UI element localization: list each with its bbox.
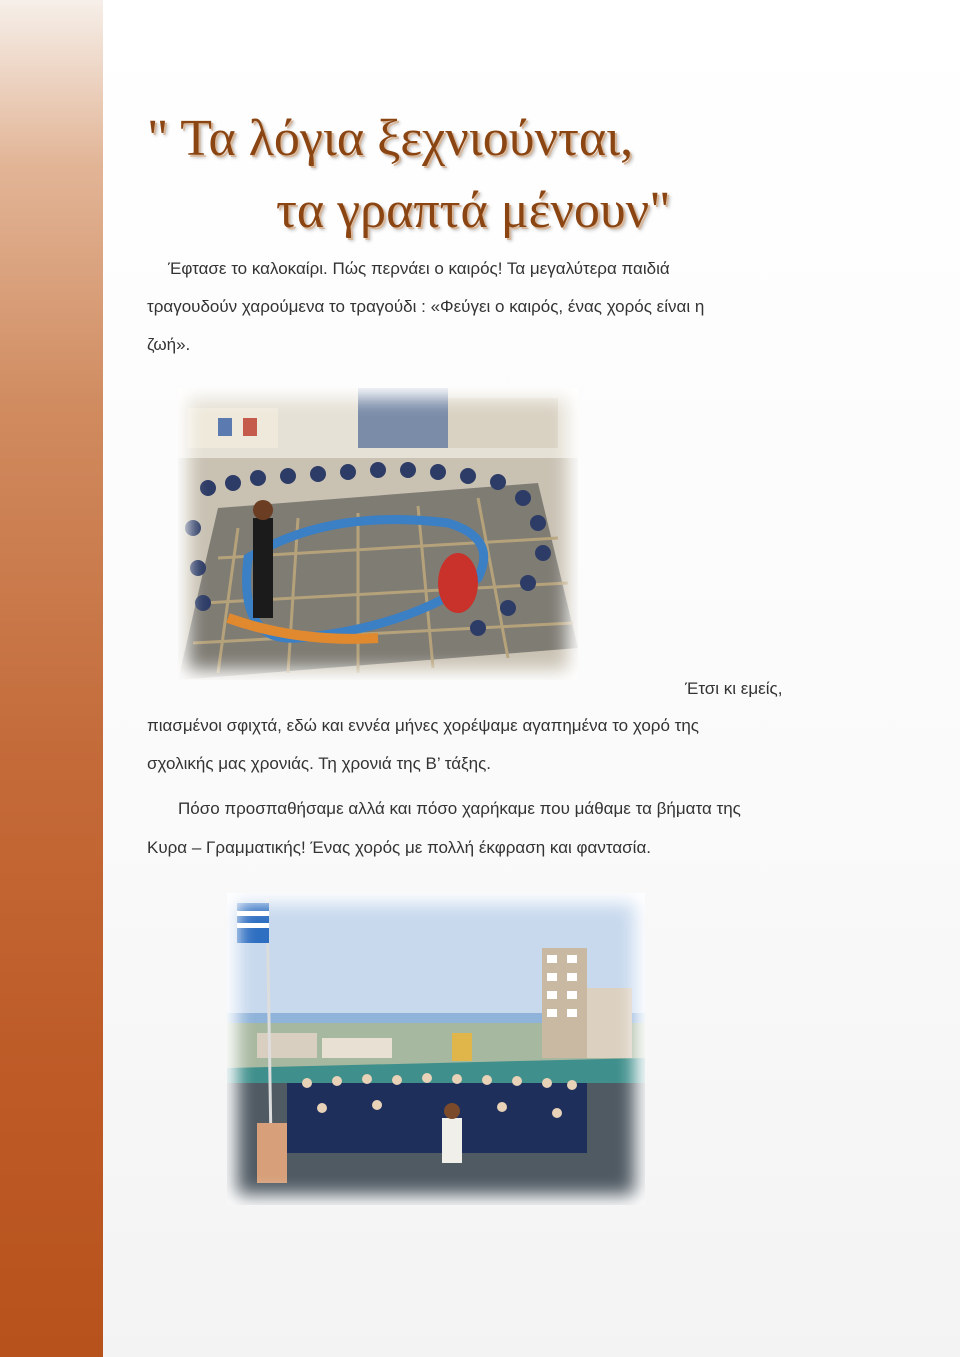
indoor-dance-photo-illustration: [178, 388, 578, 680]
paragraph-line: Πόσο προσπαθήσαμε αλλά και πόσο χαρήκαμε που μάθαμε τα βήματα της: [178, 799, 741, 818]
schoolyard-photo-illustration: [227, 893, 645, 1205]
paragraph-line: πιασμένοι σφιχτά, εδώ και εννέα μήνες χορέψαμε αγαπημένα το χορό της: [147, 716, 699, 735]
paragraph-line: ζωή».: [147, 335, 191, 354]
photo-schoolyard-gathering: [227, 893, 645, 1205]
paragraph-line: Έφτασε το καλοκαίρι. Πώς περνάει ο καιρός! Τα μεγαλύτερα παιδιά: [168, 259, 670, 278]
photo-indoor-dance-circle: [178, 388, 578, 680]
title-line-1: " Τα λόγια ξεχνιούνται,: [147, 110, 634, 167]
paragraph-line: τραγουδούν χαρούμενα το τραγούδι : «Φεύγει ο καιρός, ένας χορός είναι η: [147, 297, 705, 316]
paragraph-line: σχολικής μας χρονιάς. Τη χρονιά της Β’ τάξης.: [147, 754, 492, 773]
paragraph-line: Κυρα – Γραμματικής! Ένας χορός με πολλή έκφραση και φαντασία.: [147, 838, 651, 857]
decorative-side-band: [0, 0, 103, 1357]
title-line-2: τα γραπτά μένουν": [276, 182, 671, 239]
page-title: [147, 103, 847, 247]
paragraph-line: Έτσι κι εμείς,: [685, 679, 783, 698]
